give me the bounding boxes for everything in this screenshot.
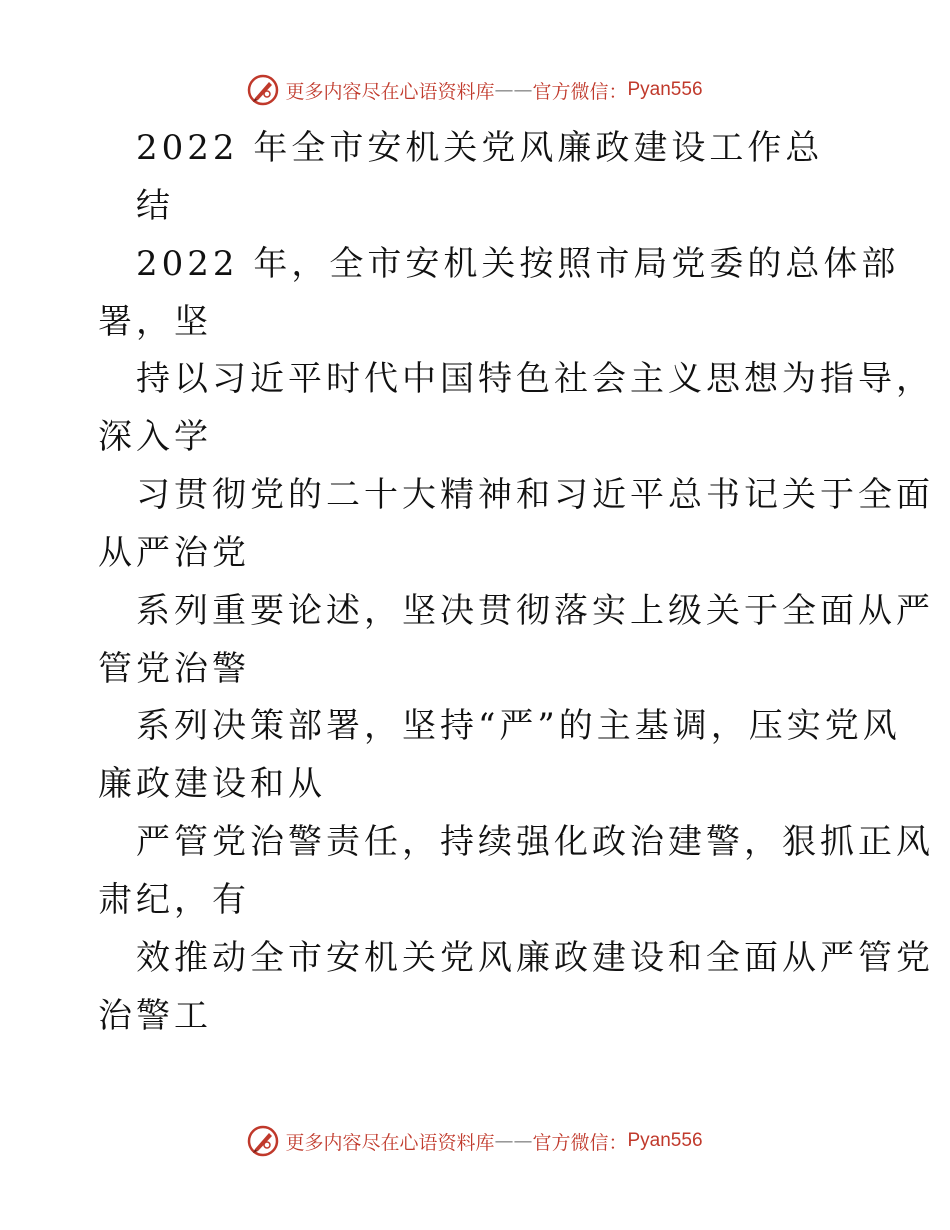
banner-separator: ——: [494, 79, 533, 101]
footer-banner: [0, 1121, 950, 1161]
doc-text-line: 严管党治警责任，持续强化政治建警，狠抓正风: [136, 822, 934, 862]
banner-separator: ——: [494, 1130, 533, 1152]
banner-contact-label: 官方微信：: [532, 80, 628, 103]
doc-text-line: 管党治警: [98, 649, 250, 689]
doc-text-line: 从严治党: [98, 533, 250, 573]
quill-pen-logo-icon: [247, 1125, 279, 1157]
doc-text-line: 2022 年，全市安机关按照市局党委的总体部: [136, 244, 900, 284]
doc-text-line: 持以习近平时代中国特色社会主义思想为指导，: [136, 359, 934, 399]
doc-text-line: 习贯彻党的二十大精神和习近平总书记关于全面: [136, 475, 934, 515]
doc-text-line: 署，坚: [98, 302, 212, 342]
doc-text-line: 系列决策部署，坚持“严”的主基调，压实党风: [136, 706, 901, 746]
doc-text-line: 廉政建设和从: [98, 764, 326, 804]
banner-text: 更多内容尽在心语资料库: [285, 1131, 495, 1154]
doc-text-line: 肃纪，有: [98, 880, 250, 920]
banner-contact-label: 官方微信：: [532, 1131, 628, 1154]
banner-text: 更多内容尽在心语资料库: [285, 80, 495, 103]
banner-contact-id: Pyan556: [627, 79, 703, 100]
banner-contact-id: Pyan556: [627, 1130, 703, 1151]
doc-text-line: 效推动全市安机关党风廉政建设和全面从严管党: [136, 938, 934, 978]
doc-text-line: 深入学: [98, 417, 212, 457]
doc-title-line: 2022 年全市安机关党风廉政建设工作总: [136, 128, 824, 168]
doc-text-line: 系列重要论述，坚决贯彻落实上级关于全面从严: [136, 591, 934, 631]
doc-text-line: 治警工: [98, 996, 212, 1036]
doc-title-line: 结: [136, 186, 174, 226]
